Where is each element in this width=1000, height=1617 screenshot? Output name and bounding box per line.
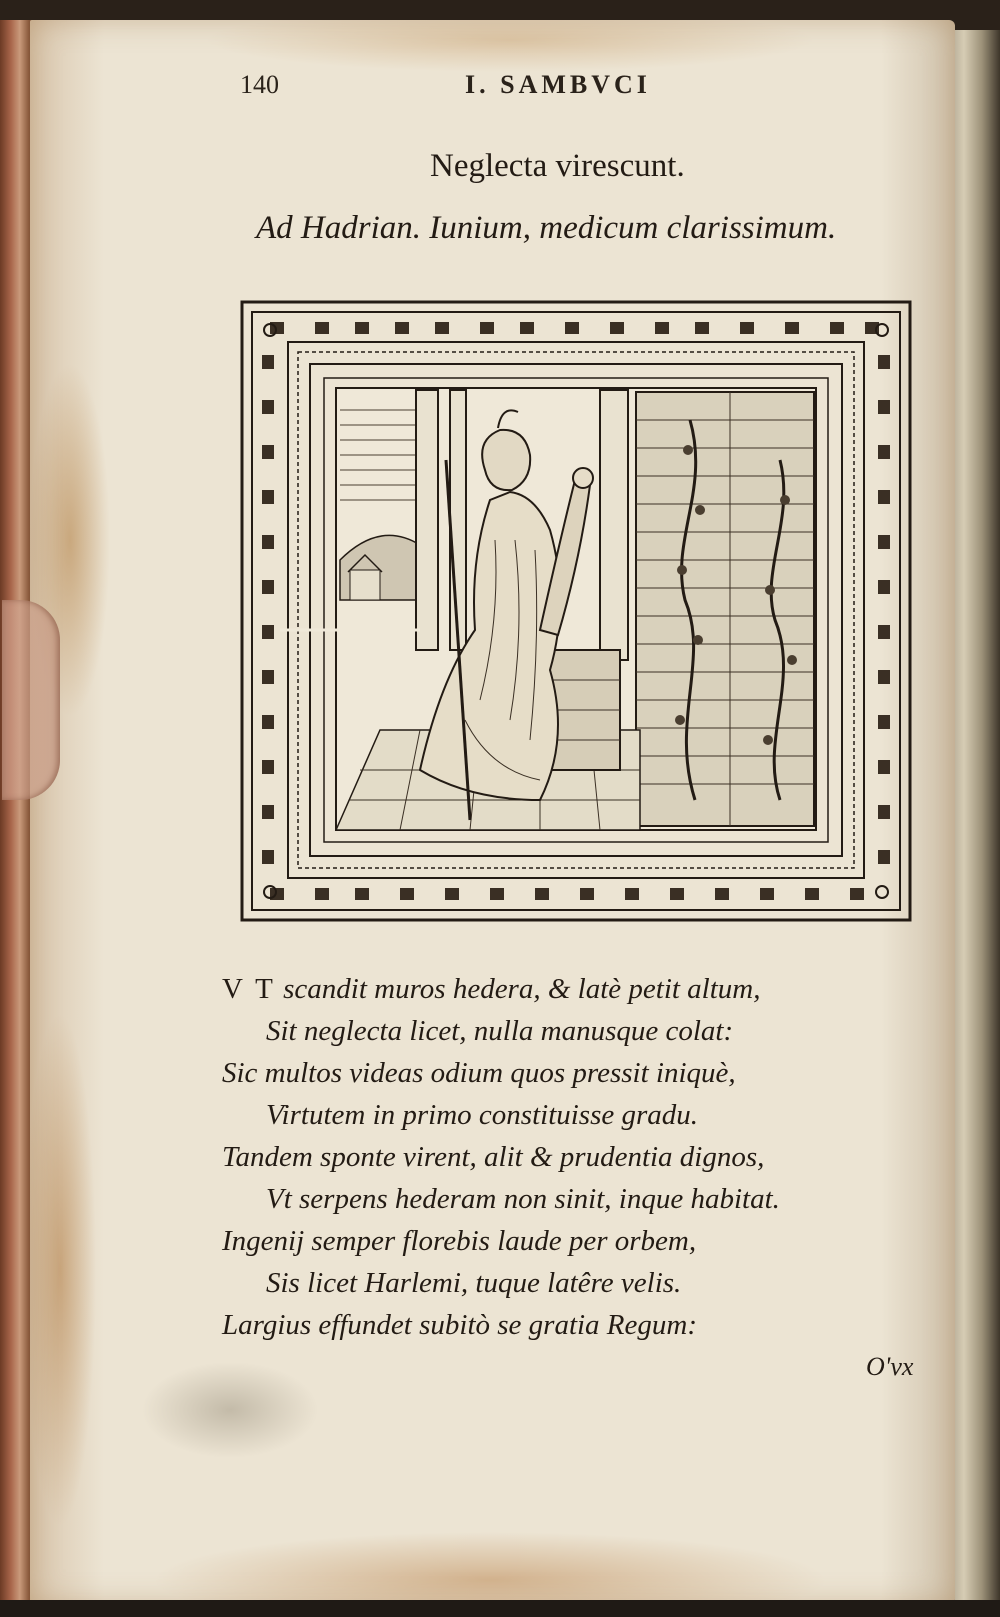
- emblem-poem: [222, 968, 922, 1346]
- poem-line: Vt serpens hederam non sinit, inque habitat.: [266, 1183, 780, 1215]
- emblem-dedication: Ad Hadrian. Iunium, medicum clarissimum.: [256, 210, 837, 246]
- woodcut-illustration: [240, 300, 912, 922]
- page-number: 140: [240, 70, 279, 99]
- bottom-edge: [0, 1600, 1000, 1617]
- woodcut-seated-figure-with-ivy-wall-icon: [240, 300, 912, 922]
- poem-line-text: scandit muros hedera, & latè petit altum,: [283, 973, 761, 1005]
- running-title: I. SAMBVCI: [465, 70, 651, 99]
- poem-line: [222, 968, 922, 1010]
- poem-line: Largius effundet subitò se gratia Regum:: [222, 1309, 697, 1341]
- catchword: O'vx: [866, 1352, 914, 1381]
- poem-line: Virtutem in primo constituisse gradu.: [266, 1099, 699, 1131]
- right-page-edges: [955, 30, 1000, 1617]
- poem-line: Tandem sponte virent, alit & prudentia dignos,: [222, 1141, 765, 1173]
- emblem-motto: Neglecta virescunt.: [430, 148, 685, 184]
- running-header: [240, 70, 710, 110]
- poem-line: Sit neglecta licet, nulla manusque colat:: [266, 1015, 734, 1047]
- poem-initial-caps: V T: [222, 973, 276, 1005]
- page-clip: [2, 600, 60, 800]
- poem-line: Ingenij semper florebis laude per orbem,: [222, 1225, 697, 1257]
- poem-line: Sis licet Harlemi, tuque latêre velis.: [266, 1267, 682, 1299]
- poem-line: Sic multos videas odium quos pressit iniquè,: [222, 1057, 736, 1089]
